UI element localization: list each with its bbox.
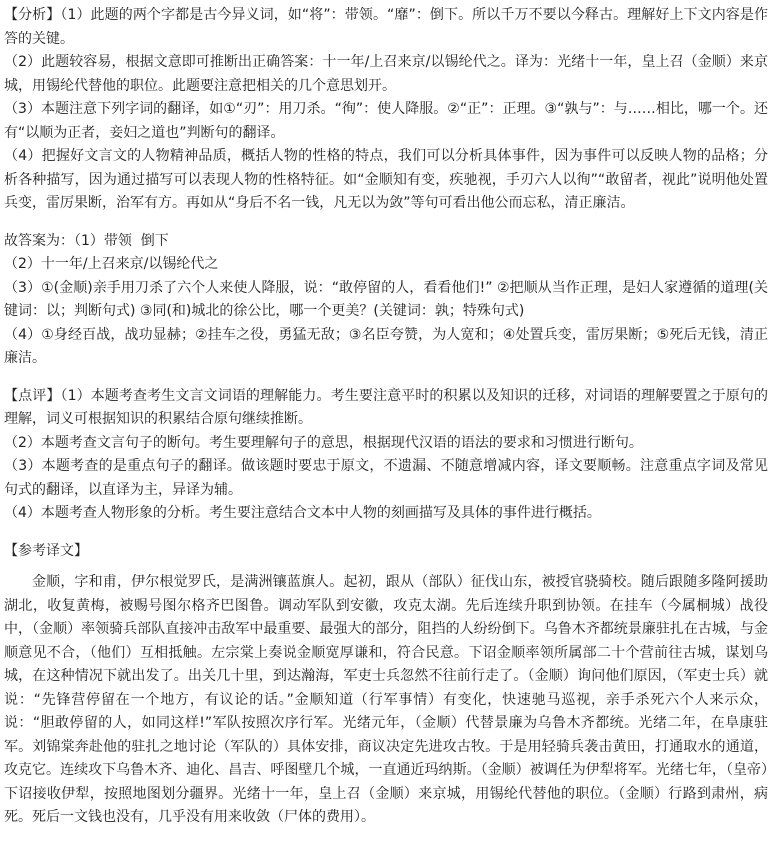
- analysis-paragraph-3: （3）本题注意下列字词的翻译，如①“刃”：用刀杀。“徇”：使人降服。②“正”：正理。③“孰与”：与……相比，哪一个。还有“以顺为正者，妾妇之道也”判断句的翻译。: [4, 101, 768, 141]
- comment-paragraph-1: 【点评】（1）本题考查考生文言文词语的理解能力。考生要注意平时的积累以及知识的迁移，对词语的理解要置之于原句的理解，词义可根据知识的积累结合原句继续推断。: [4, 387, 768, 427]
- answer-paragraph-3: （3）①(金顺)亲手用刀杀了六个人来使人降服，说：“敢停留的人，看看他们!” ②把顺从当作正理，是妇人家遵循的道理(关键词：以；判断句式) ③同(和)城北的徐公比，哪一个更美？(关键词：孰；特殊句式): [4, 279, 768, 319]
- translation-heading: 【参考译文】: [4, 542, 88, 559]
- section-spacer: [4, 563, 768, 571]
- analysis-paragraph-1: 【分析】（1）此题的两个字都是古今异义词，如“将”：带领。“靡”：倒下。所以千万不要以今释古。理解好上下文内容是作答的关键。: [4, 7, 768, 47]
- comment-section: [4, 385, 768, 526]
- analysis-paragraph-2: （2）此题较容易，根据文意即可推断出正确答案：十一年/上召来京/以锡纶代之。译为：光绪十一年，皇上召（金顺）来京城，用锡纶代替他的职位。此题要注意把相关的几个意思划开。: [4, 54, 768, 94]
- answer-paragraph-4: （4）①身经百战，战功显赫；②挂车之役，勇猛无敌；③名臣夸赞，为人宽和；④处置兵变，雷厉果断；⑤死后无钱，清正廉洁。: [4, 326, 768, 366]
- answer-paragraph-2: （2）十一年/上召来京/以锡纶代之: [4, 256, 219, 272]
- analysis-section: [4, 4, 768, 216]
- comment-paragraph-2: （2）本题考查文言句子的断句。考生要理解句子的意思，根据现代汉语的语法的要求和习惯进行断句。: [4, 434, 643, 451]
- section-spacer: [4, 526, 768, 540]
- comment-paragraph-4: （4）本题考查人物形象的分析。考生要注意结合文本中人物的刻画描写及具体的事件进行概括。: [4, 505, 601, 521]
- section-spacer: [4, 371, 768, 385]
- comment-paragraph-3: （3）本题考查的是重点句子的翻译。做该题时要忠于原文，不遗漏、不随意增减内容，译文要顺畅。注意重点字词及常见句式的翻译，以直译为主，异译为辅。: [4, 458, 768, 498]
- translation-body: 金顺，字和甫，伊尔根觉罗氏，是满洲镶蓝旗人。起初，跟从（部队）征伐山东，被授官骁骑校。随后跟随多隆阿援助湖北，收复黄梅，被赐号图尔格齐巴图鲁。调动军队到安徽，攻克太湖。先后连续升职到协领。在挂车（今属桐城）战役中，（金顺）率领骑兵部队直接冲击敌军中最重要、最强大的部分，阻挡的人纷纷倒下。乌鲁木齐都统景廉驻扎在古城，与金顺意见不合，（他们）互相抵触。左宗棠上奏说金顺宽厚谦和，符合民意。下诏金顺率领所属部二十个营前往古城，谋划乌城，在这种情况下就出发了。出关几十里，到达瀚海，军吏士兵忽然不往前行走了。（金顺）询问他们原因，（军吏士兵）就说：“先锋营停留在一个地方，有议论的话。”金顺知道（行军事情）有变化，快速驰马巡视，亲手杀死六个人来示众，说：“胆敢停留的人，如同这样!”军队按照次序行军。光绪元年，（金顺）代替景廉为乌鲁木齐都统。光绪二年，在阜康驻军。刘锦棠奔赴他的驻扎之地讨论（军队的）具体安排，商议决定先进攻古牧。于是用轻骑兵袭击黄田，打通取水的通道，攻克它。连续攻下乌鲁木齐、迪化、昌吉、呼图壁几个城，一直通近玛纳斯。（金顺）被调任为伊犁将军。光绪七年，（皇帝）下诏接收伊犁，按照地图划分疆界。光绪十一年，皇上召（金顺）来京城，用锡纶代替他的职位。（金顺）行路到肃州，病死。死后一文钱也没有，几乎没有用来收敛（尸体的费用）。: [4, 574, 768, 825]
- answer-section: [4, 230, 768, 371]
- section-spacer: [4, 216, 768, 230]
- analysis-paragraph-4: （4）把握好文言文的人物精神品质，概括人物的性格的特点，我们可以分析具体事件，因为事件可以反映人物的品格；分析各种描写，因为通过描写可以表现人物的性格特征。如“金顺知有变，疾驰视，手刃六人以徇”“敢留者，视此”说明他处置兵变，雷厉果断，治军有方。再如从“身后不名一钱，凡无以为敛”等句可看出他公而忘私，清正廉洁。: [4, 148, 768, 211]
- answer-paragraph-1: 故答案为：（1）带领 倒下: [4, 232, 169, 249]
- translation-section: [4, 540, 768, 830]
